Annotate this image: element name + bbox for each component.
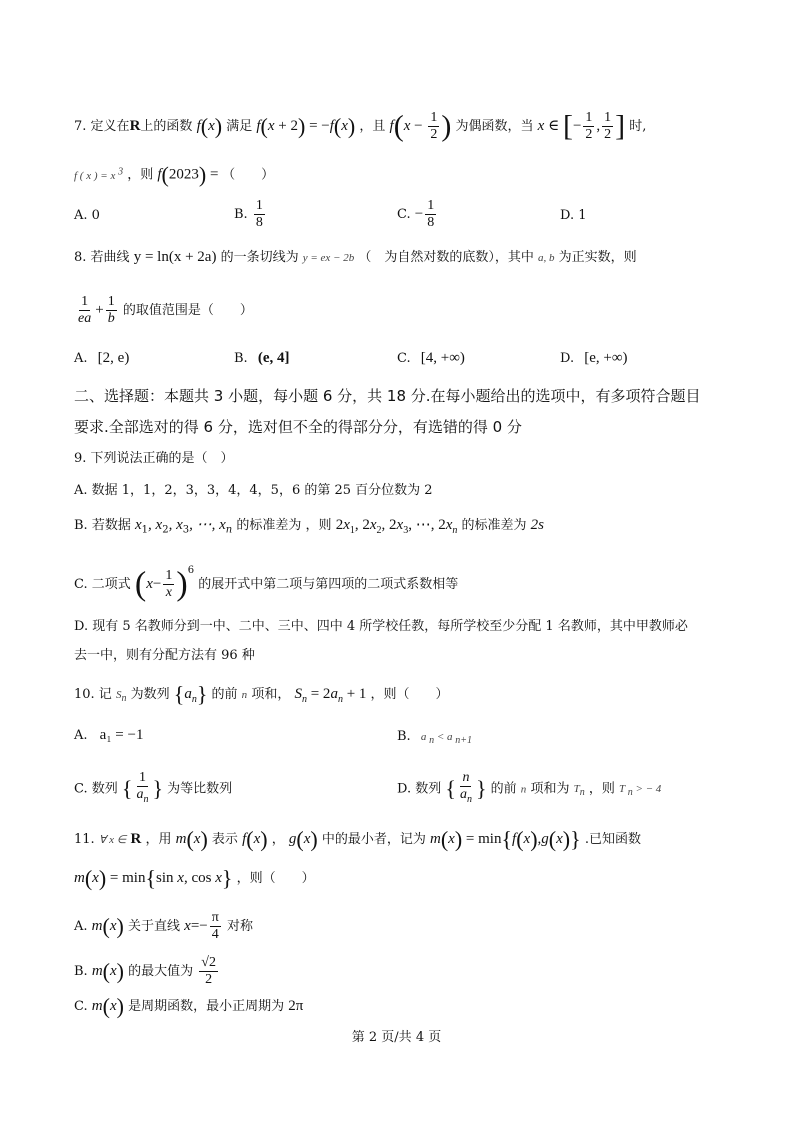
- q7-line1: 7. 定义在R上的函数 f(x) 满足 f(x + 2) = −f(x) ，且 f(x − $\frac{1}{2}$ ) 为偶函数，当 x ∈ [− $\frac{1}{2}$ , $\frac{1}{2}$ ] 时,: [74, 109, 647, 143]
- q7-option-b: B. $\frac{1}{8}$: [234, 198, 263, 230]
- q9-option-a: A. 数据 1，1，2，3，3，4，4，5，6 的第 25 百分位数为 2: [74, 483, 433, 498]
- section-heading-line1: 二、选择题：本题共 3 小题，每小题 6 分，共 18 分.在每小题给出的选项中，有多项符合题目: [74, 387, 701, 405]
- q8-option-d: D. [e, +∞): [560, 350, 628, 366]
- q7-option-c: C. − $\frac{1}{8}$: [397, 198, 435, 230]
- section-heading-line2: 要求.全部选对的得 6 分，选对但不全的得部分分，有选错的得 0 分: [74, 418, 522, 436]
- q7-line2: f ( x ) = x $^3$ ，则 f(2023) = （ ）: [74, 162, 275, 188]
- q8-option-b: B. (e, 4]: [234, 350, 290, 366]
- q8-option-c: C. [4, +∞): [397, 350, 465, 366]
- q9-option-d-line1: D. 现有 5 名教师分到一中、二中、三中、四中 4 所学校任教，每所学校至少分配 1 名教师，其中甲教师必: [74, 619, 688, 634]
- q11-line1: 11. ∀ x ∈ R ，用 m(x) 表示 f(x) ， g(x) 中的最小者，记为 m(x) = min{f(x),g(x)} .已知函数: [74, 826, 641, 852]
- q8-line1: 8. 若曲线 y = ln(x + 2a) 的一条切线为 y = ex − 2b （ 为自然对数的底数），其中 a, b 为正实数，则: [74, 249, 637, 265]
- q11-line2: m(x) = min{sin x, cos x} ，则（ ）: [74, 865, 315, 891]
- q9-option-d-line2: 去一中，则有分配方法有 96 种: [74, 648, 255, 663]
- q9-option-c: C. 二项式 (x− $\frac{1}{x}$ )$^6$ 的展开式中第二项与第四项的二项式系数相等: [74, 564, 459, 603]
- q7-option-a: A. 0: [74, 208, 100, 223]
- q11-option-b: B. m(x) 的最大值为 $\frac{√2}{2}$: [74, 955, 216, 987]
- q10-option-d: D. 数列 { $\frac{n}{a_n}$ } 的前 n 项和为 $T_n$ ，则 T $_n$ > − 4: [397, 770, 662, 805]
- q9-stem: 9. 下列说法正确的是（ ）: [74, 451, 234, 466]
- q10-option-b: B. a $_n$ < a $_{n+1}$: [397, 729, 473, 747]
- q11-option-a: A. m(x) 关于直线 x=− $\frac{\pi}{4}$ 对称: [74, 910, 253, 942]
- q9-option-b: B. 若数据 $x_1$, $x_2$, $x_3$, ⋯, $x_n$ 的标准差为 ，则 $2x_1$, $2x_2$, $2x_3$, ⋯, $2x_n$ 的标准差为 2s: [74, 517, 545, 536]
- q8-option-a: A. [2, e): [74, 350, 130, 366]
- q8-line2: $\frac{1}{ea}$ + $\frac{1}{b}$ 的取值范围是（ ）: [78, 294, 253, 326]
- q7-option-d: D. 1: [560, 208, 587, 223]
- q10-stem: 10. 记 $S_n$ 为数列 $\{a_n\}$ 的前 n 项和， $S_n = 2a_n + 1$ ，则（ ）: [74, 681, 449, 707]
- q10-option-c: C. 数列 { $\frac{1}{a_n}$ } 为等比数列: [74, 770, 233, 805]
- q10-option-a: A. a₁ = −1: [74, 727, 144, 743]
- q11-option-c: C. m(x) 是周期函数，最小正周期为 2π: [74, 993, 304, 1019]
- page-footer: 第 2 页/共 4 页: [351, 1030, 442, 1045]
